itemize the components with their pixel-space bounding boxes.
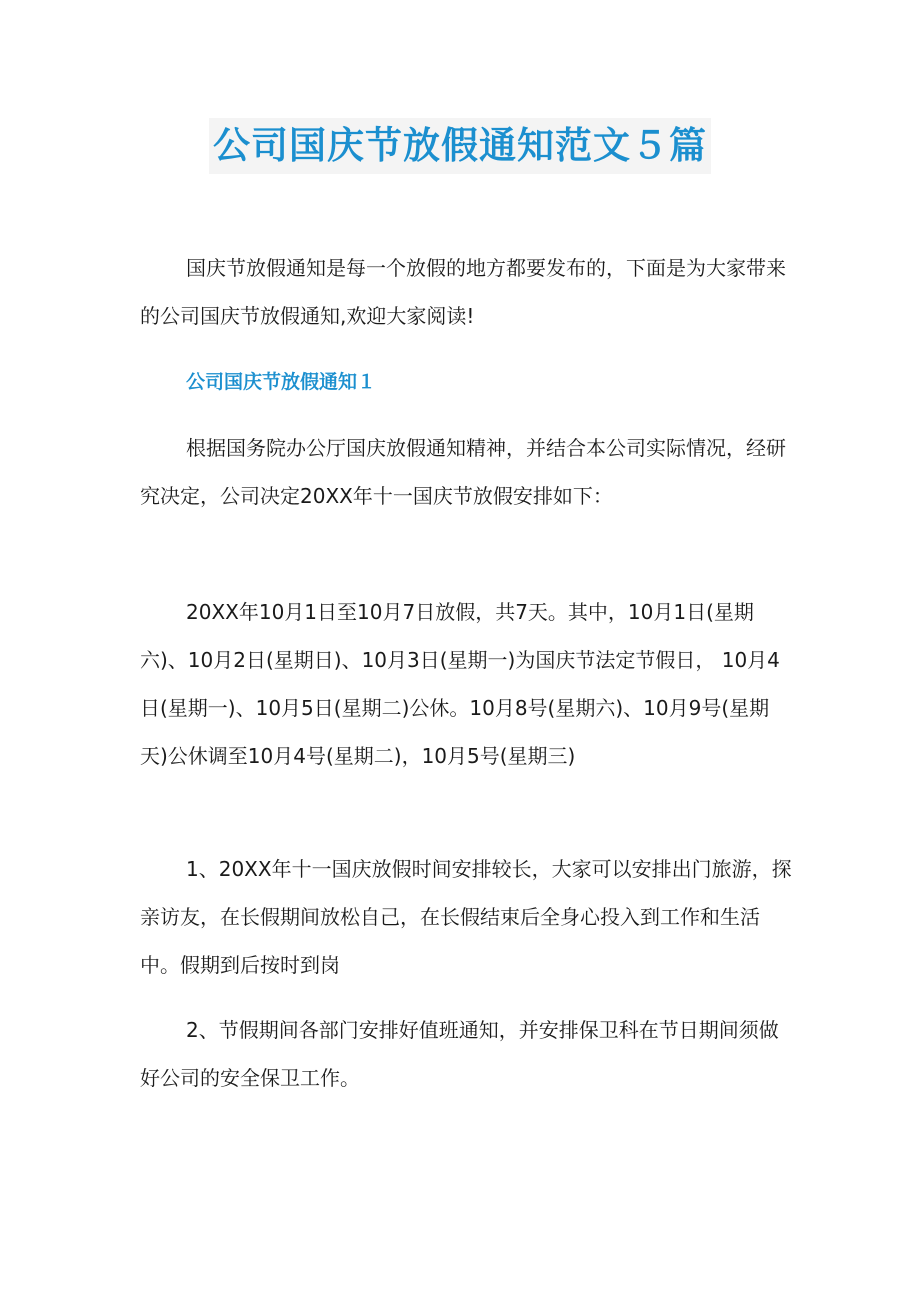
intro-paragraph: 国庆节放假通知是每一个放假的地方都要发布的，下面是为大家带来的公司国庆节放假通知,欢迎大家阅读! [140, 256, 786, 328]
paragraph-3: 1、20XX年十一国庆放假时间安排较长，大家可以安排出门旅游，探亲访友，在长假期间放松自己，在长假结束后全身心投入到工作和生活中。假期到后按时到岗 [140, 857, 792, 977]
section-heading: 公司国庆节放假通知１ [186, 371, 377, 393]
paragraph-2: 20XX年10月1日至10月7日放假，共7天。其中，10月1日(星期六)、10月2日(星期日)、10月3日(星期一)为国庆节法定节假日， 10月4日(星期一)、10月5日(星期二)公休。10月8号(星期六)、10月9号(星期天)公休调至10月4号(星期二)，10月5号(星期三) [140, 600, 780, 768]
paragraph-4: 2、节假期间各部门安排好值班通知，并安排保卫科在节日期间须做好公司的安全保卫工作。 [140, 1018, 779, 1090]
document-title [0, 118, 920, 174]
title-text: 公司国庆节放假通知范文５篇 [209, 118, 711, 174]
paragraph-1: 根据国务院办公厅国庆放假通知精神，并结合本公司实际情况，经研究决定，公司决定20XX年十一国庆节放假安排如下： [140, 436, 786, 508]
